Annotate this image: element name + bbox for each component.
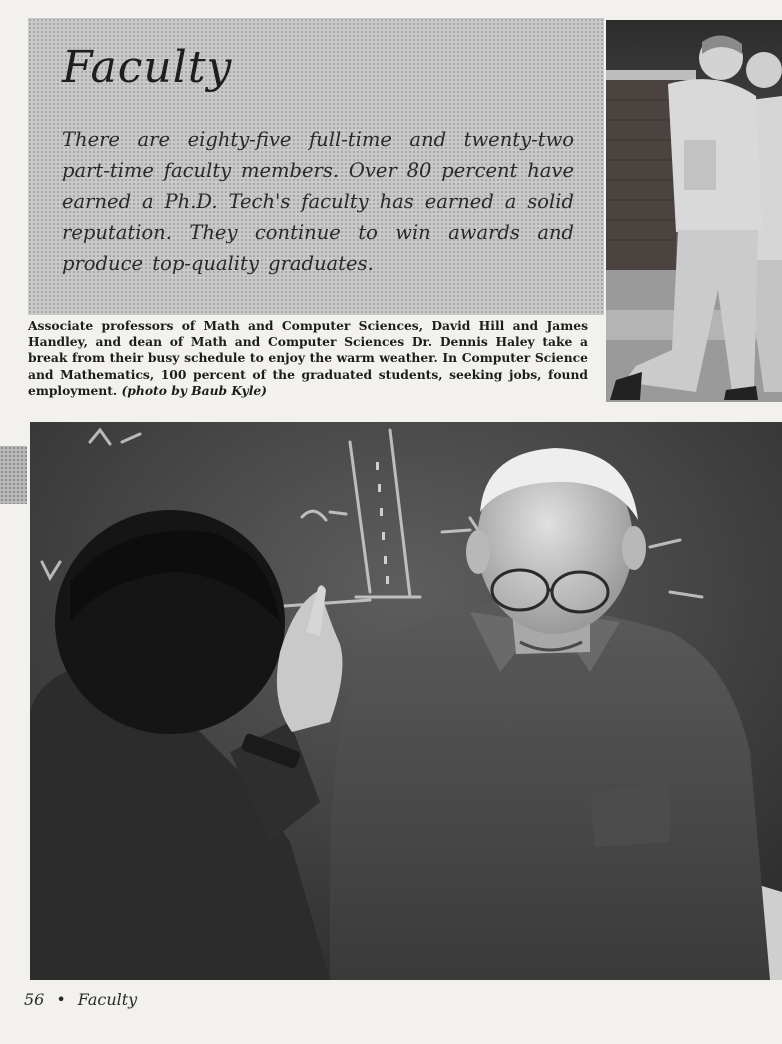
- walking-faculty-photo: [606, 20, 782, 402]
- page-edge-tab: [0, 446, 27, 504]
- page-footer: [24, 990, 137, 1009]
- caption-text: Associate professors of Math and Computer Sciences, David Hill and James Handley, and dean of Math and Computer Sciences Dr. Dennis Haley take a break from their busy schedule to enjoy the warm weather. In Computer Science and Mathematics, 100 percent of the graduated students, seeking jobs, found employment.: [28, 318, 588, 398]
- page-number: 56: [24, 990, 45, 1009]
- photo-caption: [28, 318, 588, 399]
- chalkboard-classroom-photo: [30, 422, 782, 980]
- photo-credit: (photo by Baub Kyle): [121, 382, 268, 398]
- intro-paragraph: There are eighty-five full-time and twenty-two part-time faculty members. Over 80 percent have earned a Ph.D. Tech's faculty has earned a solid reputation. They continue to win awards and produce top-quality graduates.: [62, 128, 574, 275]
- page-title: Faculty: [62, 42, 233, 93]
- footer-section: Faculty: [77, 990, 138, 1009]
- footer-bullet: •: [56, 990, 66, 1009]
